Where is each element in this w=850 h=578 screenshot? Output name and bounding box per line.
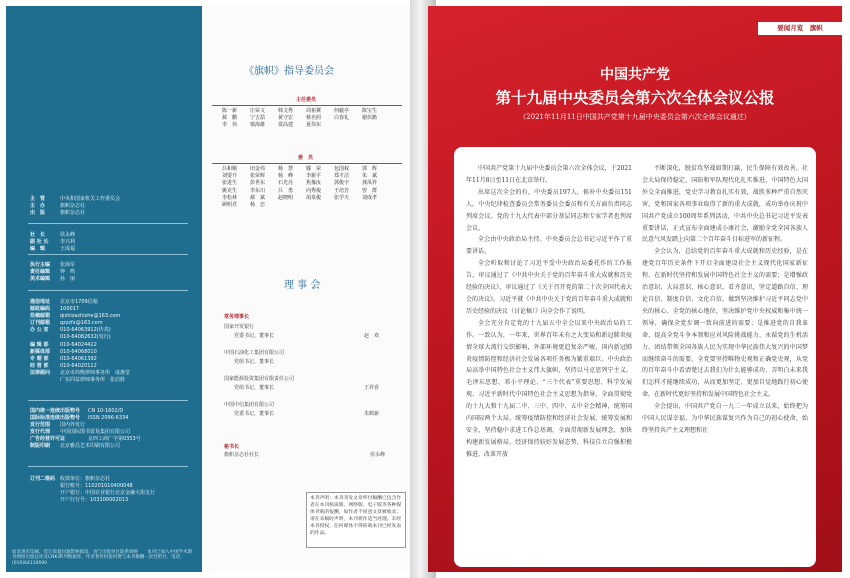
- masthead-row: [30, 415, 128, 421]
- committee-member-name: 杨 峰: [278, 173, 294, 180]
- masthead-row: [30, 356, 97, 362]
- bottom-note: 如发现有印刷、装订质量问题影响阅读，请与出版单位联系调换 本刊已加入中国学术期刊网络出版总库及CNKI系列数据库，作者著作权使用费与本刊稿酬一次性给付。电话：(010)64110690: [12, 549, 192, 566]
- committee-member-name: 郑才洁: [334, 173, 350, 180]
- masthead-value: 010-64024422: [60, 342, 97, 348]
- article-paragraph: 不断深化，脱贫攻坚战如期打赢，民生保障有效改善，社会大局保持稳定，国防和军队现代化扎实推进，中国特色大国外交全面推进，党史学习教育扎实有效，战胜多种严重自然灾害，党和国家各项事业取得了新的重大成就，成功举办庆祝中国共产党成立100周年系列活动，中共中央总书记习近平发表重要讲话，正式宣布全面建成小康社会，激励全党全国各族人民意气风发踏上向第二个百年奋斗目标进军的新征程。: [642, 165, 808, 244]
- council-role: 党委书记、董事长: [234, 333, 275, 339]
- committee-member-name: 郝 斌: [250, 194, 266, 201]
- masthead-key: 国内统一连续出版物号: [30, 408, 81, 414]
- masthead-key: 投稿邮箱: [30, 313, 51, 319]
- committee-member-name: 韩文秀: [278, 108, 294, 114]
- council-title: 理 事 会: [284, 280, 321, 291]
- masthead-key: 出 版: [30, 210, 46, 216]
- masthead-key: 订刊二维码: [30, 476, 56, 482]
- committee-member-name: 郭 辉: [362, 166, 378, 172]
- article-title-line1: 中国共产党: [600, 67, 670, 83]
- masthead-row: [30, 483, 133, 489]
- article-paragraph: 中国共产党第十九届中央委员会第六次全体会议，于2021年11月8日至11日在北京举行。: [466, 165, 632, 184]
- council-org: 中国石油化工集团有限公司: [224, 350, 285, 356]
- committee-member-name: 周祖翼: [306, 108, 322, 114]
- masthead-row: [30, 313, 120, 319]
- committee-member-name: 刘成孝: [362, 194, 378, 201]
- chair-label: 主任委员: [296, 97, 317, 103]
- masthead-value: 开户银行：中国农业银行北京金融大街支行: [60, 490, 156, 496]
- masthead-value: 李兴利: [60, 239, 76, 245]
- committee-member-name: 刘要升: [222, 173, 238, 180]
- council-name: 赵 欢: [364, 333, 380, 339]
- masthead-value: 京西工商广字第0353号: [88, 436, 141, 442]
- secretary-name: 侯永峰: [370, 452, 386, 458]
- masthead-row: [30, 497, 128, 503]
- council-role: 党组书记、董事长: [234, 359, 275, 365]
- council-org: 中国中信集团有限公司: [224, 402, 275, 408]
- masthead-value: qzzzfx@163.com: [60, 320, 103, 326]
- masthead-key: 发行代理: [30, 429, 51, 435]
- article-body: [454, 147, 816, 567]
- committee-member-name: 包国权: [334, 166, 350, 172]
- committee-member-name: 顾明君: [222, 202, 238, 209]
- masthead-row: [30, 239, 75, 245]
- standing-label: 常务理事长: [224, 314, 250, 320]
- masthead-value: 王成福: [60, 246, 76, 252]
- masthead-key: 社 长: [30, 232, 46, 238]
- section-tag: 要闻月览 旗帜: [758, 22, 842, 35]
- masthead-key: 新媒体部: [30, 349, 51, 355]
- masthead-divider: [28, 223, 188, 224]
- masthead-row: [30, 342, 97, 348]
- masthead-key: 专 题 部: [30, 356, 49, 362]
- masthead-key: 订刊邮箱: [30, 320, 51, 326]
- committee-member-name: 王培芳: [334, 187, 350, 194]
- article-paragraph: 出席这次全会的有，中央委员197人，候补中央委员151人。中央纪律检查委员会常务委员会委员和有关方面负责同志列席会议。党的十九大代表中部分基层同志和专家学者也列席会议。: [466, 188, 632, 232]
- masthead-key: 制版印刷: [30, 443, 51, 449]
- masthead-value: qizhizazhishe@163.com: [60, 313, 121, 319]
- divider: [212, 105, 402, 106]
- masthead-key: 编 辑: [30, 246, 46, 252]
- committee-member-name: 郭俊宇: [334, 180, 350, 187]
- masthead-key: 经 营 部: [30, 363, 49, 369]
- masthead-row: [30, 377, 125, 383]
- masthead-value: 旗帜杂志社: [60, 203, 86, 209]
- committee-member-name: 李 伟: [222, 122, 238, 129]
- members-list: [222, 166, 412, 209]
- council-role: 党组书记、董事长: [234, 385, 275, 391]
- committee-member-name: 向秀俊: [306, 187, 322, 194]
- masthead-row: [30, 232, 75, 238]
- divider: [212, 163, 402, 164]
- committee-member-name: 滕 荣: [306, 166, 322, 172]
- article-page: [428, 6, 842, 572]
- masthead-value: ISSN 2096-6334: [88, 415, 129, 421]
- committee-member-name: 贾高建: [278, 122, 294, 129]
- masthead-value: 北京市炜衡律师事务所 成惠堂: [60, 370, 131, 376]
- article-paragraph: 全会认为，总结党的百年奋斗重大成就和历史经验，是在建党百年历史条件下开启全面建设社会主义现代化国家新征程、在新时代坚持和发展中国特色社会主义的需要；是增强政治意识、大局意识、核心意识、看齐意识，坚定道路自信、理论自信、制度自信、文化自信，做到坚决维护习近平同志党中央的核心、全党的核心地位，坚决维护党中央权威和集中统一领导，确保全党步调一致向前进的需要；是推进党的自我革命、提高全党斗争本领和应对风险挑战能力、永葆党的生机活力、团结带领全国各族人民为实现中华民族伟大复兴的中国梦而继续奋斗的需要。全党要坚持唯物史观和正确党史观，从党的百年奋斗中看清楚过去我们为什么能够成功、弄明白未来我们怎样才能继续成功，从而更加坚定、更加自觉地践行初心使命，在新时代更好坚持和发展中国特色社会主义。: [642, 248, 808, 399]
- masthead-row: [30, 334, 111, 340]
- committee-member-name: 郝 鹏: [222, 115, 238, 122]
- masthead-key: 主 办: [30, 203, 46, 209]
- masthead-value: 银行账号：110201010400048: [60, 483, 133, 489]
- member-label: 委 员: [298, 155, 314, 161]
- masthead-value: 100017: [60, 306, 80, 312]
- council-name: 朱鹤新: [364, 411, 380, 417]
- masthead-value: 收款单位：旗帜杂志社: [60, 476, 111, 482]
- masthead-row: [30, 363, 97, 369]
- committee-member-name: 宁吉喆: [250, 115, 266, 122]
- masthead-value: 010-64082632(发行): [60, 334, 111, 340]
- masthead-value: 北京市1709信箱: [60, 299, 98, 305]
- committee-member-name: 曾 群: [362, 187, 378, 194]
- secretary-label: 秘书长: [224, 444, 240, 450]
- committee-member-name: 张进生: [222, 180, 238, 187]
- committee-member-name: 田金伟: [250, 166, 266, 172]
- committee-member-name: 石光亮: [278, 180, 294, 187]
- committee-member-name: 赵晓明: [278, 194, 294, 201]
- committee-page: [202, 6, 412, 572]
- masthead-divider: [28, 466, 188, 467]
- masthead-value: 010-64068010: [60, 349, 97, 355]
- masthead-value: CN 10-1602/D: [88, 408, 124, 414]
- committee-member-name: 庄荣文: [250, 108, 266, 114]
- masthead-key: 执行主编: [30, 262, 51, 268]
- masthead-row: [30, 299, 98, 305]
- masthead-row: [30, 429, 130, 435]
- committee-member-name: 胡泉俊: [306, 194, 322, 201]
- masthead-key: 邮政编码: [30, 306, 51, 312]
- masthead-value: 旗帜杂志社: [60, 210, 86, 216]
- masthead-row: [30, 436, 141, 442]
- chairs-list: [222, 108, 412, 130]
- masthead-value: 北京雅昌艺术印刷有限公司: [60, 443, 121, 449]
- masthead-value: 中央和国家机关工作委员会: [60, 196, 121, 202]
- masthead-key: 广告经营许可证: [30, 436, 66, 442]
- masthead-key: 办 公 室: [30, 327, 49, 333]
- committee-member-name: 吕和顺: [222, 166, 238, 172]
- committee-member-name: 陈宝生: [362, 108, 378, 114]
- masthead-key: 通信地址: [30, 299, 51, 305]
- masthead-row: [30, 246, 75, 252]
- masthead-row: [30, 276, 75, 282]
- committee-member-name: 黄守宏: [278, 115, 294, 122]
- article-paragraph: 全会听取和讨论了习近平受中央政治局委托作的工作报告，审议通过了《中共中央关于党的百年奋斗重大成就和历史经验的决议》，审议通过了《关于召开党的第二十次全国代表大会的决议》。习近平就《中共中央关于党的百年奋斗重大成就和历史经验的决议（讨论稿）》向全会作了说明。: [466, 260, 632, 315]
- masthead-value: 孙 丽: [60, 276, 76, 282]
- masthead-key: 法律顾问: [30, 370, 51, 376]
- masthead-key: 发行范围: [30, 422, 51, 428]
- committee-member-name: 龚凤祥: [362, 180, 378, 187]
- masthead-value: 钟 鸣: [60, 269, 76, 275]
- masthead-value: 010-64020112: [60, 363, 97, 369]
- council-org: 国家开发银行: [224, 324, 255, 330]
- masthead-key: 责任编辑: [30, 269, 51, 275]
- masthead-row: [30, 320, 103, 326]
- masthead-value: 开户行行号：103100002013: [60, 497, 129, 503]
- committee-title: 《旗帜》指导委员会: [244, 66, 334, 77]
- masthead-key: 编 辑 部: [30, 342, 49, 348]
- committee-member-name: 张学天: [334, 194, 350, 201]
- committee-member-name: 朱 斌: [362, 173, 378, 180]
- committee-member-name: 焦豫汝: [306, 180, 322, 187]
- article-paragraph: 全会由中央政治局主持。中央委员会总书记习近平作了重要讲话。: [466, 236, 632, 256]
- masthead-key: 副 社 长: [30, 239, 49, 245]
- masthead-row: [30, 476, 110, 482]
- committee-member-name: 慎海雄: [250, 122, 266, 129]
- masthead-value: 国内外发行: [60, 422, 86, 428]
- masthead-row: [30, 262, 75, 268]
- committee-member-name: 李东川: [250, 187, 266, 194]
- secretary-org: 旗帜杂志社社长: [224, 452, 260, 458]
- article-column-left: [466, 163, 632, 561]
- masthead-divider: [28, 400, 188, 401]
- masthead-value: 中国国际图书贸易集团有限公司: [60, 429, 131, 435]
- masthead-row: [30, 269, 75, 275]
- masthead-row: [30, 203, 85, 209]
- masthead-row: [30, 443, 120, 449]
- masthead-row: [30, 306, 79, 312]
- masthead-value: 010-64063912(传真): [60, 327, 111, 333]
- masthead-row: [30, 490, 155, 496]
- masthead-row: [30, 408, 123, 414]
- committee-member-name: 张荣辉: [250, 173, 266, 180]
- council-role: 党委书记、董事长: [234, 411, 275, 417]
- masthead-value: 张海军: [60, 262, 76, 268]
- masthead-row: [30, 349, 97, 355]
- masthead-row: [30, 422, 85, 428]
- committee-member-name: 何毅亭: [334, 108, 350, 114]
- article-paragraph: 全会提出，中国共产党自一九二一年成立以来，始终把为中国人民谋幸福、为中华民族谋复兴作为自己的初心使命，始终坚持共产主义理想和社: [642, 403, 808, 434]
- masthead-row: [30, 210, 85, 216]
- committee-member-name: 夏伟东: [306, 122, 322, 129]
- committee-member-name: 白春礼: [334, 115, 350, 122]
- masthead-key: 主 管: [30, 196, 46, 202]
- committee-member-name: 杨 慧: [278, 166, 294, 172]
- committee-member-name: 蔡名照: [306, 115, 322, 122]
- masthead-value: 010-64061392: [60, 356, 97, 362]
- committee-member-name: 李新平: [306, 173, 322, 180]
- masthead-row: [30, 370, 130, 376]
- article-paragraph: 全会充分肯定党的十九届五中全会以来中央政治局的工作。一致认为，一年来，世界百年未有之大变局和新冠肺炎疫情全球大流行交织影响，外部环境更趋复杂严峻，国内新冠肺炎疫情防控和经济社会发展各项任务极为繁重艰巨。中央政治局高举中国特色社会主义伟大旗帜，坚持以马克思列宁主义、毛泽东思想、邓小平理论、“三个代表”重要思想、科学发展观、习近平新时代中国特色社会主义思想为指导，全面贯彻党的十九大和十九届二中、三中、四中、五中全会精神，统筹国内国际两个大局，统筹疫情防控和经济社会发展，统筹发展和安全，坚持稳中求进工作总基调，全面贯彻新发展理念，加快构建新发展格局，经济保持较好发展态势，科技自立自强积极推进，改革开放: [466, 319, 632, 458]
- statement-box: 本刊声明：本刊刊发文章所付稿酬已包含作者在本刊纸质版、网络版、电子版等各种媒体刊载的报酬，如作者不同意文章被收录，请在来稿时声明，本刊将作适当处理。未经本刊授权，任何媒体不得转载本刊已经发表的作品。: [306, 492, 406, 548]
- masthead-key: 国际标准连续出版物号: [30, 415, 81, 421]
- committee-member-name: 姚克生: [222, 187, 238, 194]
- masthead-divider: [28, 254, 188, 255]
- article-subtitle: （2021年11月11日中国共产党第十九届中央委员会第六次全体会议通过）: [519, 113, 751, 121]
- masthead-value: 广东同益律师事务所 张启胜: [60, 377, 126, 383]
- council-name: 王祥喜: [364, 385, 380, 391]
- committee-member-name: 杨 忠: [250, 202, 266, 209]
- masthead-row: [30, 196, 120, 202]
- masthead-panel: [6, 6, 202, 572]
- committee-member-name: 李松林: [222, 194, 238, 201]
- committee-member-name: 陈一新: [222, 108, 238, 114]
- committee-member-name: 吕 勇: [278, 187, 294, 194]
- council-org: 国家能源投资集团有限责任公司: [224, 376, 295, 382]
- masthead-value: 侯永峰: [60, 232, 76, 238]
- committee-member-name: 彭世东: [250, 180, 266, 187]
- masthead-row: [30, 327, 111, 333]
- masthead-divider: [28, 290, 188, 291]
- masthead-key: 美术编辑: [30, 276, 51, 282]
- committee-member-name: 谢伏瞻: [362, 115, 378, 122]
- article-title-line2: 第十九届中央委员会第六次全体会议公报: [495, 89, 775, 107]
- article-column-right: [642, 163, 808, 561]
